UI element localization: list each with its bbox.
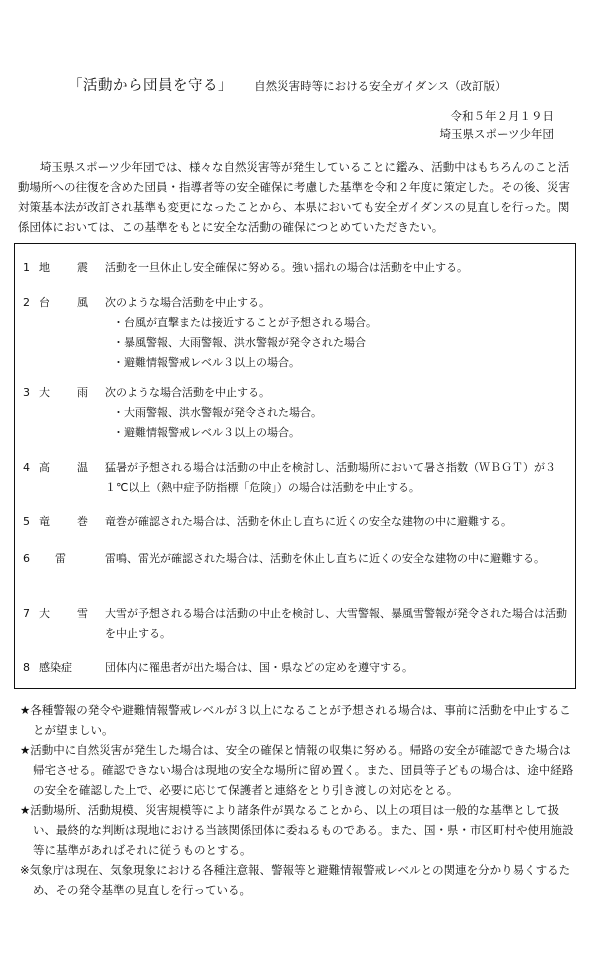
item-number: 7 xyxy=(23,607,30,620)
item-number: 5 xyxy=(23,515,30,528)
guidance-table xyxy=(14,243,576,689)
note-item: ★各種警報の発令や避難情報警戒レベルが３以上になることが予想される場合は、事前に活動を中止することが望ましい。 xyxy=(20,703,571,737)
item-text: 次のような場合活動を中止する。 xyxy=(105,386,270,399)
item-text: 団体内に罹患者が出た場合は、国・県などの定めを遵守する。 xyxy=(105,661,413,674)
item-text: 次のような場合活動を中止する。 xyxy=(105,296,270,309)
page-title: 「活動から団員を守る」 xyxy=(68,78,233,94)
item-content xyxy=(105,658,567,678)
item-text: 竜巻が確認された場合は、活動を休止し直ちに近くの安全な建物の中に避難する。 xyxy=(105,515,512,528)
note-item: ※気象庁は現在、気象現象における各種注意報、警報等と避難情報警戒レベルとの関連を分かり易くするため、その発令基準の見直しを行っている。 xyxy=(20,863,571,897)
item-label: 大 雨 xyxy=(39,386,96,399)
item-number: 4 xyxy=(23,461,30,474)
note-item: ★活動場所、活動規模、災害規模等により諸条件が異なることから、以上の項目は一般的な基準として扱い、最終的な判断は現地における当該関係団体に委ねるものである。また、国・県・市区町村や使用施設等に基準があればそれに従うものとする。 xyxy=(20,803,574,857)
intro-paragraph: 埼玉県スポーツ少年団では、様々な自然災害等が発生していることに鑑み、活動中はもちろんのこと活動場所への往復を含めた団員・指導者等の安全確保に考慮した基準を令和２年度に策定した。その後、災害対策基本法が改訂され基準も変更になったことから、本県においても安全ガイダンスの見直しを行った。関係団体においては、この基準をもとに安全な活動の確保につとめていただきたい。 xyxy=(18,160,570,234)
item-number: 3 xyxy=(23,386,30,399)
item-label: 竜 巻 xyxy=(39,515,96,528)
document-date: 令和５年２月１９日 xyxy=(450,109,554,123)
item-bullet: ・避難情報警戒レベル３以上の場合。 xyxy=(113,426,300,439)
item-content xyxy=(105,258,567,278)
item-bullet: ・暴風警報、大雨警報、洪水警報が発令された場合 xyxy=(113,336,366,349)
note-item: ★活動中に自然災害が発生した場合は、安全の確保と情報の収集に努める。帰路の安全が確認できた場合は帰宅させる。確認できない場合は現地の安全な場所に留め置く。また、団員等子どもの場合は、途中経路の安全を確認した上で、必要に応じて保護者と連絡をとり引き渡しの対応をとる。 xyxy=(20,743,574,797)
item-number: 6 xyxy=(23,552,30,565)
organization-name: 埼玉県スポーツ少年団 xyxy=(439,127,554,141)
item-content xyxy=(105,458,567,498)
item-text: 活動を一旦休止し安全確保に努める。強い揺れの場合は活動を中止する。 xyxy=(105,261,468,274)
item-label: 雷 xyxy=(55,552,74,565)
item-content xyxy=(105,293,567,373)
item-label: 高 温 xyxy=(39,461,96,474)
item-content xyxy=(105,512,567,532)
item-number: 1 xyxy=(23,261,30,274)
item-label: 感染症 xyxy=(39,661,72,674)
item-label: 台 風 xyxy=(39,296,96,309)
item-content xyxy=(105,383,567,443)
item-text: 大雪が予想される場合は活動の中止を検討し、大雪警報、暴風雪警報が発令された場合は活動を中止する。 xyxy=(105,607,567,640)
item-text: 猛暑が予想される場合は活動の中止を検討し、活動場所において暑さ指数（ＷＢＧＴ）が３１℃以上（熱中症予防指標「危険」）の場合は活動を中止する。 xyxy=(105,461,556,494)
item-bullet: ・大雨警報、洪水警報が発令された場合。 xyxy=(113,406,322,419)
item-content xyxy=(105,604,567,644)
page-subtitle: 自然災害時等における安全ガイダンス（改訂版） xyxy=(254,79,507,93)
item-number: 2 xyxy=(23,296,30,309)
item-label: 大 雪 xyxy=(39,607,96,620)
item-bullet: ・台風が直撃または接近することが予想される場合。 xyxy=(113,316,377,329)
item-number: 8 xyxy=(23,661,30,674)
item-bullet: ・避難情報警戒レベル３以上の場合。 xyxy=(113,356,300,369)
title-row xyxy=(68,74,507,95)
notes-section xyxy=(20,700,580,900)
item-content xyxy=(105,549,567,569)
item-text: 雷鳴、雷光が確認された場合は、活動を休止し直ちに近くの安全な建物の中に避難する。 xyxy=(105,552,545,565)
item-label: 地 震 xyxy=(39,261,96,274)
